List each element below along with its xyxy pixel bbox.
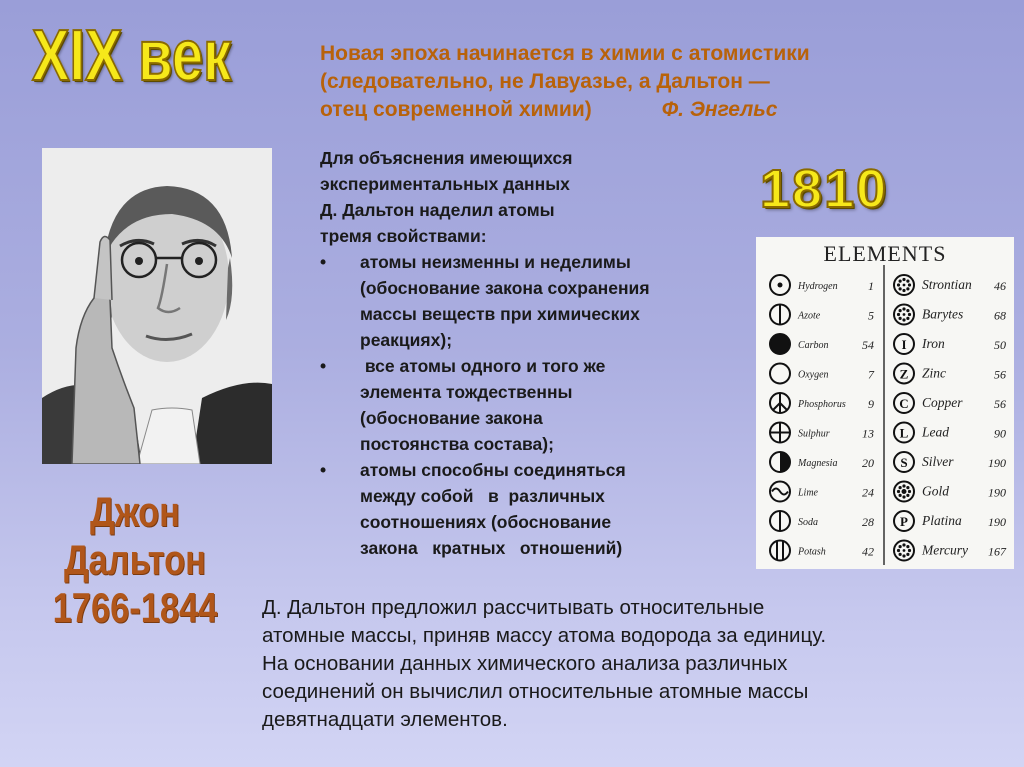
property-line: закона кратных отношений)	[360, 538, 623, 558]
conclusion-text	[262, 594, 1002, 734]
bullet: •	[320, 460, 327, 480]
element-row	[770, 393, 874, 413]
intro-line: экспериментальных данных	[320, 174, 570, 194]
property-line: постоянства состава);	[360, 434, 554, 454]
element-name: Gold	[922, 483, 949, 499]
element-symbol-icon	[894, 482, 914, 502]
bullet: •	[320, 356, 327, 376]
element-row	[894, 364, 1006, 384]
element-row	[770, 423, 874, 443]
svg-text:S: S	[900, 455, 908, 470]
element-weight: 190	[988, 485, 1006, 500]
element-weight: 5	[868, 308, 874, 323]
element-weight: 24	[862, 485, 874, 500]
engels-quote	[320, 40, 950, 124]
element-name: Zinc	[922, 365, 947, 381]
element-weight: 68	[994, 308, 1006, 323]
element-symbol-icon	[894, 364, 914, 384]
name-line: 1766-1844	[52, 584, 218, 631]
element-symbol-icon	[770, 482, 790, 502]
element-symbol-icon	[770, 393, 790, 413]
element-row	[894, 452, 1006, 472]
intro-line: Для объяснения имеющихся	[320, 148, 573, 168]
element-name: Silver	[922, 454, 954, 469]
quote-line: (следовательно, не Лавуазье, а Дальтон —	[320, 70, 770, 93]
element-name: Iron	[922, 336, 945, 351]
quote-line: Новая эпоха начинается в химии с атомистики	[320, 42, 810, 65]
quote-author: Ф. Энгельс	[661, 98, 778, 121]
element-symbol-icon	[894, 541, 914, 561]
element-symbol-icon	[894, 275, 914, 295]
atom-properties	[320, 145, 750, 561]
element-weight: 7	[868, 367, 874, 382]
element-weight: 56	[994, 367, 1006, 382]
element-symbol-icon	[770, 364, 790, 384]
conclusion-line: На основании данных химического анализа различных	[262, 652, 788, 675]
element-row	[894, 511, 1006, 531]
element-row	[894, 305, 1006, 325]
element-weight: 1	[868, 279, 874, 293]
svg-text:Z: Z	[899, 366, 909, 382]
element-name: Sulphur	[798, 428, 830, 440]
element-weight: 20	[862, 456, 874, 470]
property-line: элемента тождественны	[360, 382, 573, 402]
element-row	[894, 275, 1006, 295]
element-row	[770, 511, 874, 531]
element-name: Azote	[798, 310, 821, 322]
element-symbol-icon	[770, 452, 790, 472]
element-row	[894, 423, 1006, 443]
element-name: Oxygen	[798, 369, 829, 381]
element-symbol-icon	[894, 511, 914, 531]
element-row	[770, 275, 874, 295]
property-line: (обоснование закона сохранения	[360, 278, 650, 298]
element-row	[770, 364, 875, 384]
name-line: Джон	[90, 488, 180, 535]
element-symbol-icon	[894, 305, 914, 325]
conclusion-line: Д. Дальтон предложил рассчитывать относительные	[262, 596, 765, 619]
element-name: Phosphorus	[798, 399, 846, 410]
property-line: (обоснование закона	[360, 408, 543, 428]
property-line: атомы способны соединяться	[360, 460, 626, 480]
property-line: атомы неизменны и неделимы	[360, 252, 631, 272]
element-row	[770, 305, 874, 325]
element-name: Carbon	[798, 340, 829, 351]
property-line: соотношениях (обоснование	[360, 512, 612, 532]
property-line: все атомы одного и того же	[360, 356, 606, 376]
properties-intro	[320, 145, 750, 249]
element-weight: 167	[988, 544, 1006, 559]
properties-list	[320, 249, 750, 561]
conclusion-line: атомные массы, приняв массу атома водорода за единицу.	[262, 624, 827, 647]
element-name: Soda	[798, 517, 818, 528]
element-row	[894, 334, 1006, 354]
element-symbol-icon	[770, 423, 790, 443]
svg-text:P: P	[900, 514, 908, 529]
element-row	[894, 541, 1007, 561]
svg-text:L: L	[899, 425, 909, 441]
element-symbol-icon	[894, 423, 914, 443]
name-line: Дальтон	[64, 536, 206, 583]
quote-line	[320, 96, 950, 124]
elements-table-figure	[756, 237, 1014, 569]
elements-heading: ELEMENTS	[823, 241, 947, 266]
element-weight: 54	[862, 338, 874, 352]
property-item	[320, 249, 750, 353]
portrait-engraving	[42, 148, 272, 464]
intro-line: тремя свойствами:	[320, 226, 487, 246]
element-symbol-icon	[770, 541, 790, 561]
element-weight: 190	[988, 515, 1006, 529]
element-weight: 50	[994, 338, 1006, 352]
quote-line-text: отец современной химии)	[320, 98, 592, 121]
property-line: между собой в различных	[360, 486, 605, 506]
element-weight: 28	[862, 515, 874, 529]
element-symbol-icon	[770, 275, 790, 295]
dalton-portrait	[42, 148, 272, 464]
element-weight: 56	[994, 397, 1006, 411]
element-weight: 46	[994, 279, 1006, 293]
element-row	[770, 334, 874, 354]
dalton-elements-table	[756, 237, 1014, 569]
element-name: Magnesia	[798, 458, 838, 469]
svg-text:I: I	[901, 337, 907, 352]
element-name: Mercury	[922, 542, 968, 558]
element-name: Lime	[798, 487, 818, 499]
element-name: Platina	[922, 513, 962, 528]
element-name: Hydrogen	[798, 281, 838, 292]
element-name: Lead	[922, 424, 949, 440]
element-name: Potash	[798, 546, 826, 558]
svg-text:C: C	[899, 396, 909, 411]
element-row	[894, 393, 1006, 413]
element-symbol-icon	[770, 305, 790, 325]
conclusion-line: соединений он вычислил относительные атомные массы	[262, 680, 809, 703]
element-weight: 190	[988, 456, 1006, 470]
element-weight: 9	[868, 397, 874, 411]
element-row	[894, 482, 1006, 502]
property-item	[320, 457, 750, 561]
bullet: •	[320, 252, 327, 272]
property-line: реакциях);	[360, 330, 453, 350]
element-weight: 90	[994, 426, 1006, 441]
dalton-name	[41, 488, 230, 632]
element-symbol-icon	[894, 452, 914, 472]
element-row	[770, 541, 874, 561]
property-item	[320, 353, 750, 457]
element-name: Copper	[922, 395, 963, 410]
conclusion-line: девятнадцати элементов.	[262, 708, 508, 731]
year-label: 1810	[760, 159, 889, 219]
element-weight: 13	[862, 426, 874, 441]
element-row	[770, 452, 874, 472]
element-name: Barytes	[922, 306, 964, 322]
element-symbol-icon	[770, 334, 790, 354]
element-row	[770, 482, 874, 502]
element-weight: 42	[862, 544, 874, 559]
century-title: XIX век	[32, 16, 232, 96]
element-symbol-icon	[894, 393, 914, 413]
intro-line: Д. Дальтон наделил атомы	[320, 200, 555, 220]
element-symbol-icon	[770, 511, 790, 531]
element-symbol-icon	[894, 334, 914, 354]
element-name: Strontian	[922, 277, 972, 292]
property-line: массы веществ при химических	[360, 304, 640, 324]
